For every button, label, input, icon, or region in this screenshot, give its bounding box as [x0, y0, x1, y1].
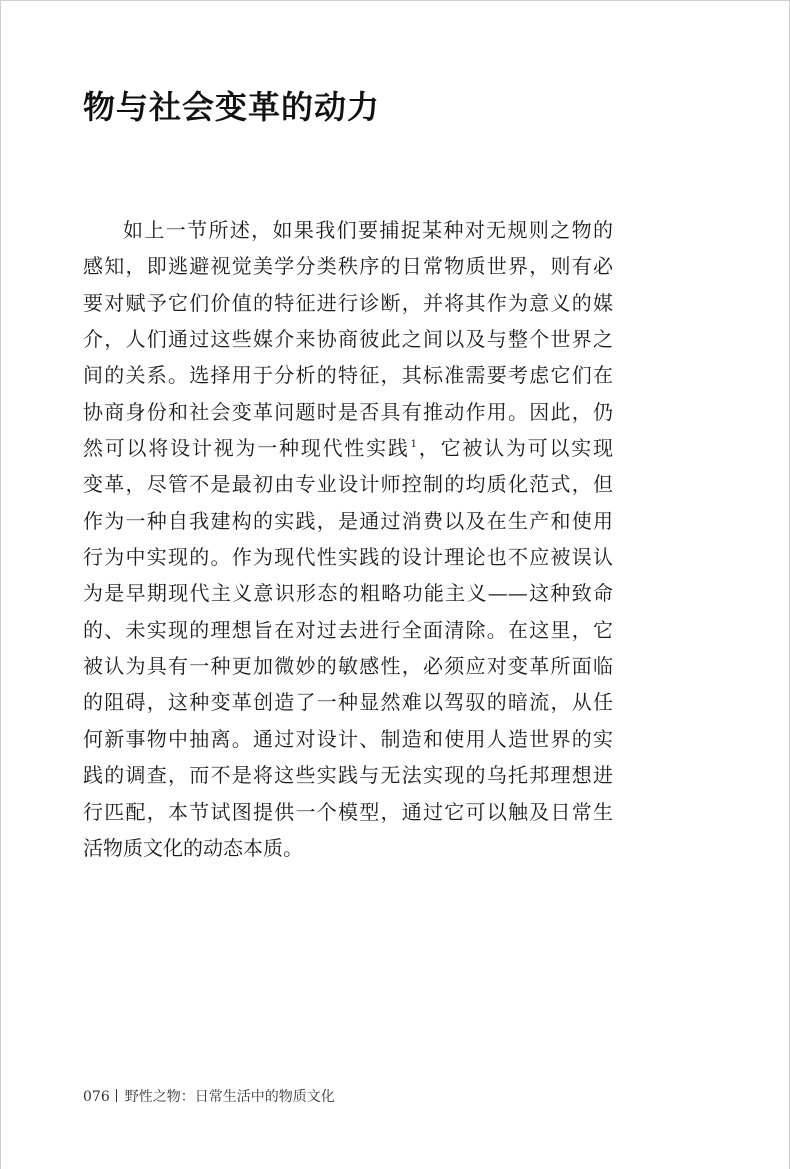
- paragraph-line: 要对赋予它们价值的特征进行诊断，并将其作为意义的媒: [83, 290, 613, 315]
- paragraph-line-part: 然可以将设计视为一种现代性实践: [83, 436, 410, 461]
- page-footer: [83, 1088, 335, 1106]
- footnote-reference: 1: [410, 439, 418, 451]
- paragraph-line: 践的调查，而不是将这些实践与无法实现的乌托邦理想进: [83, 763, 613, 788]
- paragraph-line: 介，人们通过这些媒介来协商彼此之间以及与整个世界之: [83, 327, 613, 352]
- paragraph-line: 如上一节所述，如果我们要捕捉某种对无规则之物的: [123, 218, 613, 242]
- paragraph-line: 的阻碍，这种变革创造了一种显然难以驾驭的暗流，从任: [83, 690, 613, 715]
- footer-divider: [116, 1089, 117, 1102]
- paragraph-line: 何新事物中抽离。通过对设计、制造和使用人造世界的实: [83, 726, 613, 751]
- paragraph-line: 被认为具有一种更加微妙的敏感性，必须应对变革所面临: [83, 654, 613, 679]
- paragraph-line: 感知，即逃避视觉美学分类秩序的日常物质世界，则有必: [83, 254, 613, 279]
- paragraph-line: 间的关系。选择用于分析的特征，其标准需要考虑它们在: [83, 363, 613, 388]
- running-book-title: 野性之物：日常生活中的物质文化: [124, 1089, 335, 1105]
- page-number: 076: [83, 1089, 110, 1105]
- section-title: 物与社会变革的动力: [83, 88, 381, 126]
- paragraph-line: 变革，尽管不是最初由专业设计师控制的均质化范式，但: [83, 472, 613, 497]
- paragraph-line-part: ，它被认为可以实现: [417, 436, 614, 461]
- paragraph-line: 的、未实现的理想旨在对过去进行全面清除。在这里，它: [83, 617, 613, 642]
- paragraph-line: 协商身份和社会变革问题时是否具有推动作用。因此，仍: [83, 399, 613, 424]
- paragraph-line: 为是早期现代主义意识形态的粗略功能主义——这种致命: [83, 581, 613, 606]
- paragraph-line-with-footnote: [83, 430, 613, 466]
- paragraph-line: 活物质文化的动态本质。: [83, 835, 303, 860]
- paragraph-line: 行匹配，本节试图提供一个模型，通过它可以触及日常生: [83, 799, 613, 824]
- body-paragraph: [83, 212, 613, 866]
- paragraph-line: 作为一种自我建构的实践，是通过消费以及在生产和使用: [83, 508, 613, 533]
- paragraph-line: 行为中实现的。作为现代性实践的设计理论也不应被误认: [83, 545, 613, 570]
